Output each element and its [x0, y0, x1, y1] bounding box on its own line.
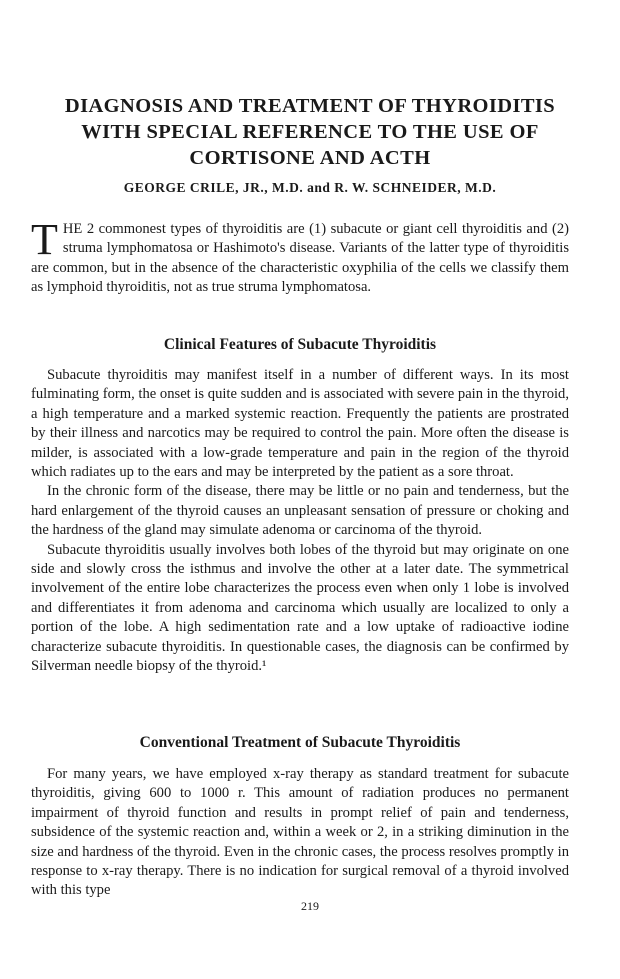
intro-paragraph	[31, 215, 569, 298]
paragraph: Subacute thyroiditis usually involves both lobes of the thyroid but may originate on one side and slowly cross the isthmus and involve the other at a later date. The symmetrical involvement of the entire lobe characterizes the process even when only 1 lobe is involved and differentiates it from adenoma and carcinoma which usually are localized to only a portion of the lobe. A high sedimentation rate and a low uptake of radioactive iodine characterize subacute thyroiditis. In questionable cases, the diagnosis can be confirmed by Silverman needle biopsy of the thyroid.¹	[31, 541, 569, 675]
section-conventional-treatment-body	[31, 765, 569, 901]
intro-lead-caps: HE	[62, 221, 83, 237]
paragraph: In the chronic form of the disease, there may be little or no pain and tenderness, but the hard enlargement of the thyroid causes an unpleasant sensation of pressure or choking and the hardness of the gland may simulate adenoma or carcinoma of the thyroid.	[31, 483, 569, 539]
intro-text: 2 commonest types of thyroiditis are (1) subacute or giant cell thyroiditis and (2) struma lymphomatosa or Hashimoto's disease. Variants of the latter type of thyroiditis are common, but in the absence of the characteristic oxyphilia of the cells we classify them as lymphoid thyroiditis, not as true struma lymphomatosa.	[31, 221, 569, 296]
section-heading-conventional-treatment: Conventional Treatment of Subacute Thyroiditis	[139, 734, 461, 751]
title-line-3: CORTISONE AND ACTH	[189, 147, 431, 169]
section-heading-clinical-features: Clinical Features of Subacute Thyroiditis	[163, 336, 437, 353]
page-number: 219	[301, 899, 319, 913]
article-title	[40, 93, 580, 171]
author-line: GEORGE CRILE, JR., M.D. and R. W. SCHNEIDER, M.D.	[123, 180, 497, 195]
paragraph: For many years, we have employed x-ray therapy as standard treatment for subacute thyroiditis, giving 600 to 1000 r. This amount of radiation produces no permanent impairment of thyroid function and results in prompt relief of pain and tenderness, subsidence of the systemic reaction and, within a week or 2, in a striking diminution in the size and hardness of the thyroid. Even in the chronic cases, the process resolves promptly in response to x-ray therapy. There is no indication for surgical removal of a thyroid involved with this type	[31, 766, 569, 899]
title-line-1: DIAGNOSIS AND TREATMENT OF THYROIDITIS	[64, 95, 556, 117]
intro-block	[31, 215, 569, 298]
section-clinical-features-body	[31, 366, 569, 677]
paragraph: Subacute thyroiditis may manifest itself in a number of different ways. In its most fulminating form, the onset is quite sudden and is associated with severe pain in the thyroid, a high temperature and a marked systemic reaction. Frequently the patients are prostrated by their illness and narcotics may be required to control the pain. More often the disease is milder, is associated with a low-grade temperature and pain in the region of the thyroid which radiates up to the ears and may be interpreted by the patient as a sore throat.	[31, 367, 569, 481]
title-line-2: WITH SPECIAL REFERENCE TO THE USE OF	[81, 121, 539, 143]
drop-cap: T	[31, 215, 58, 264]
